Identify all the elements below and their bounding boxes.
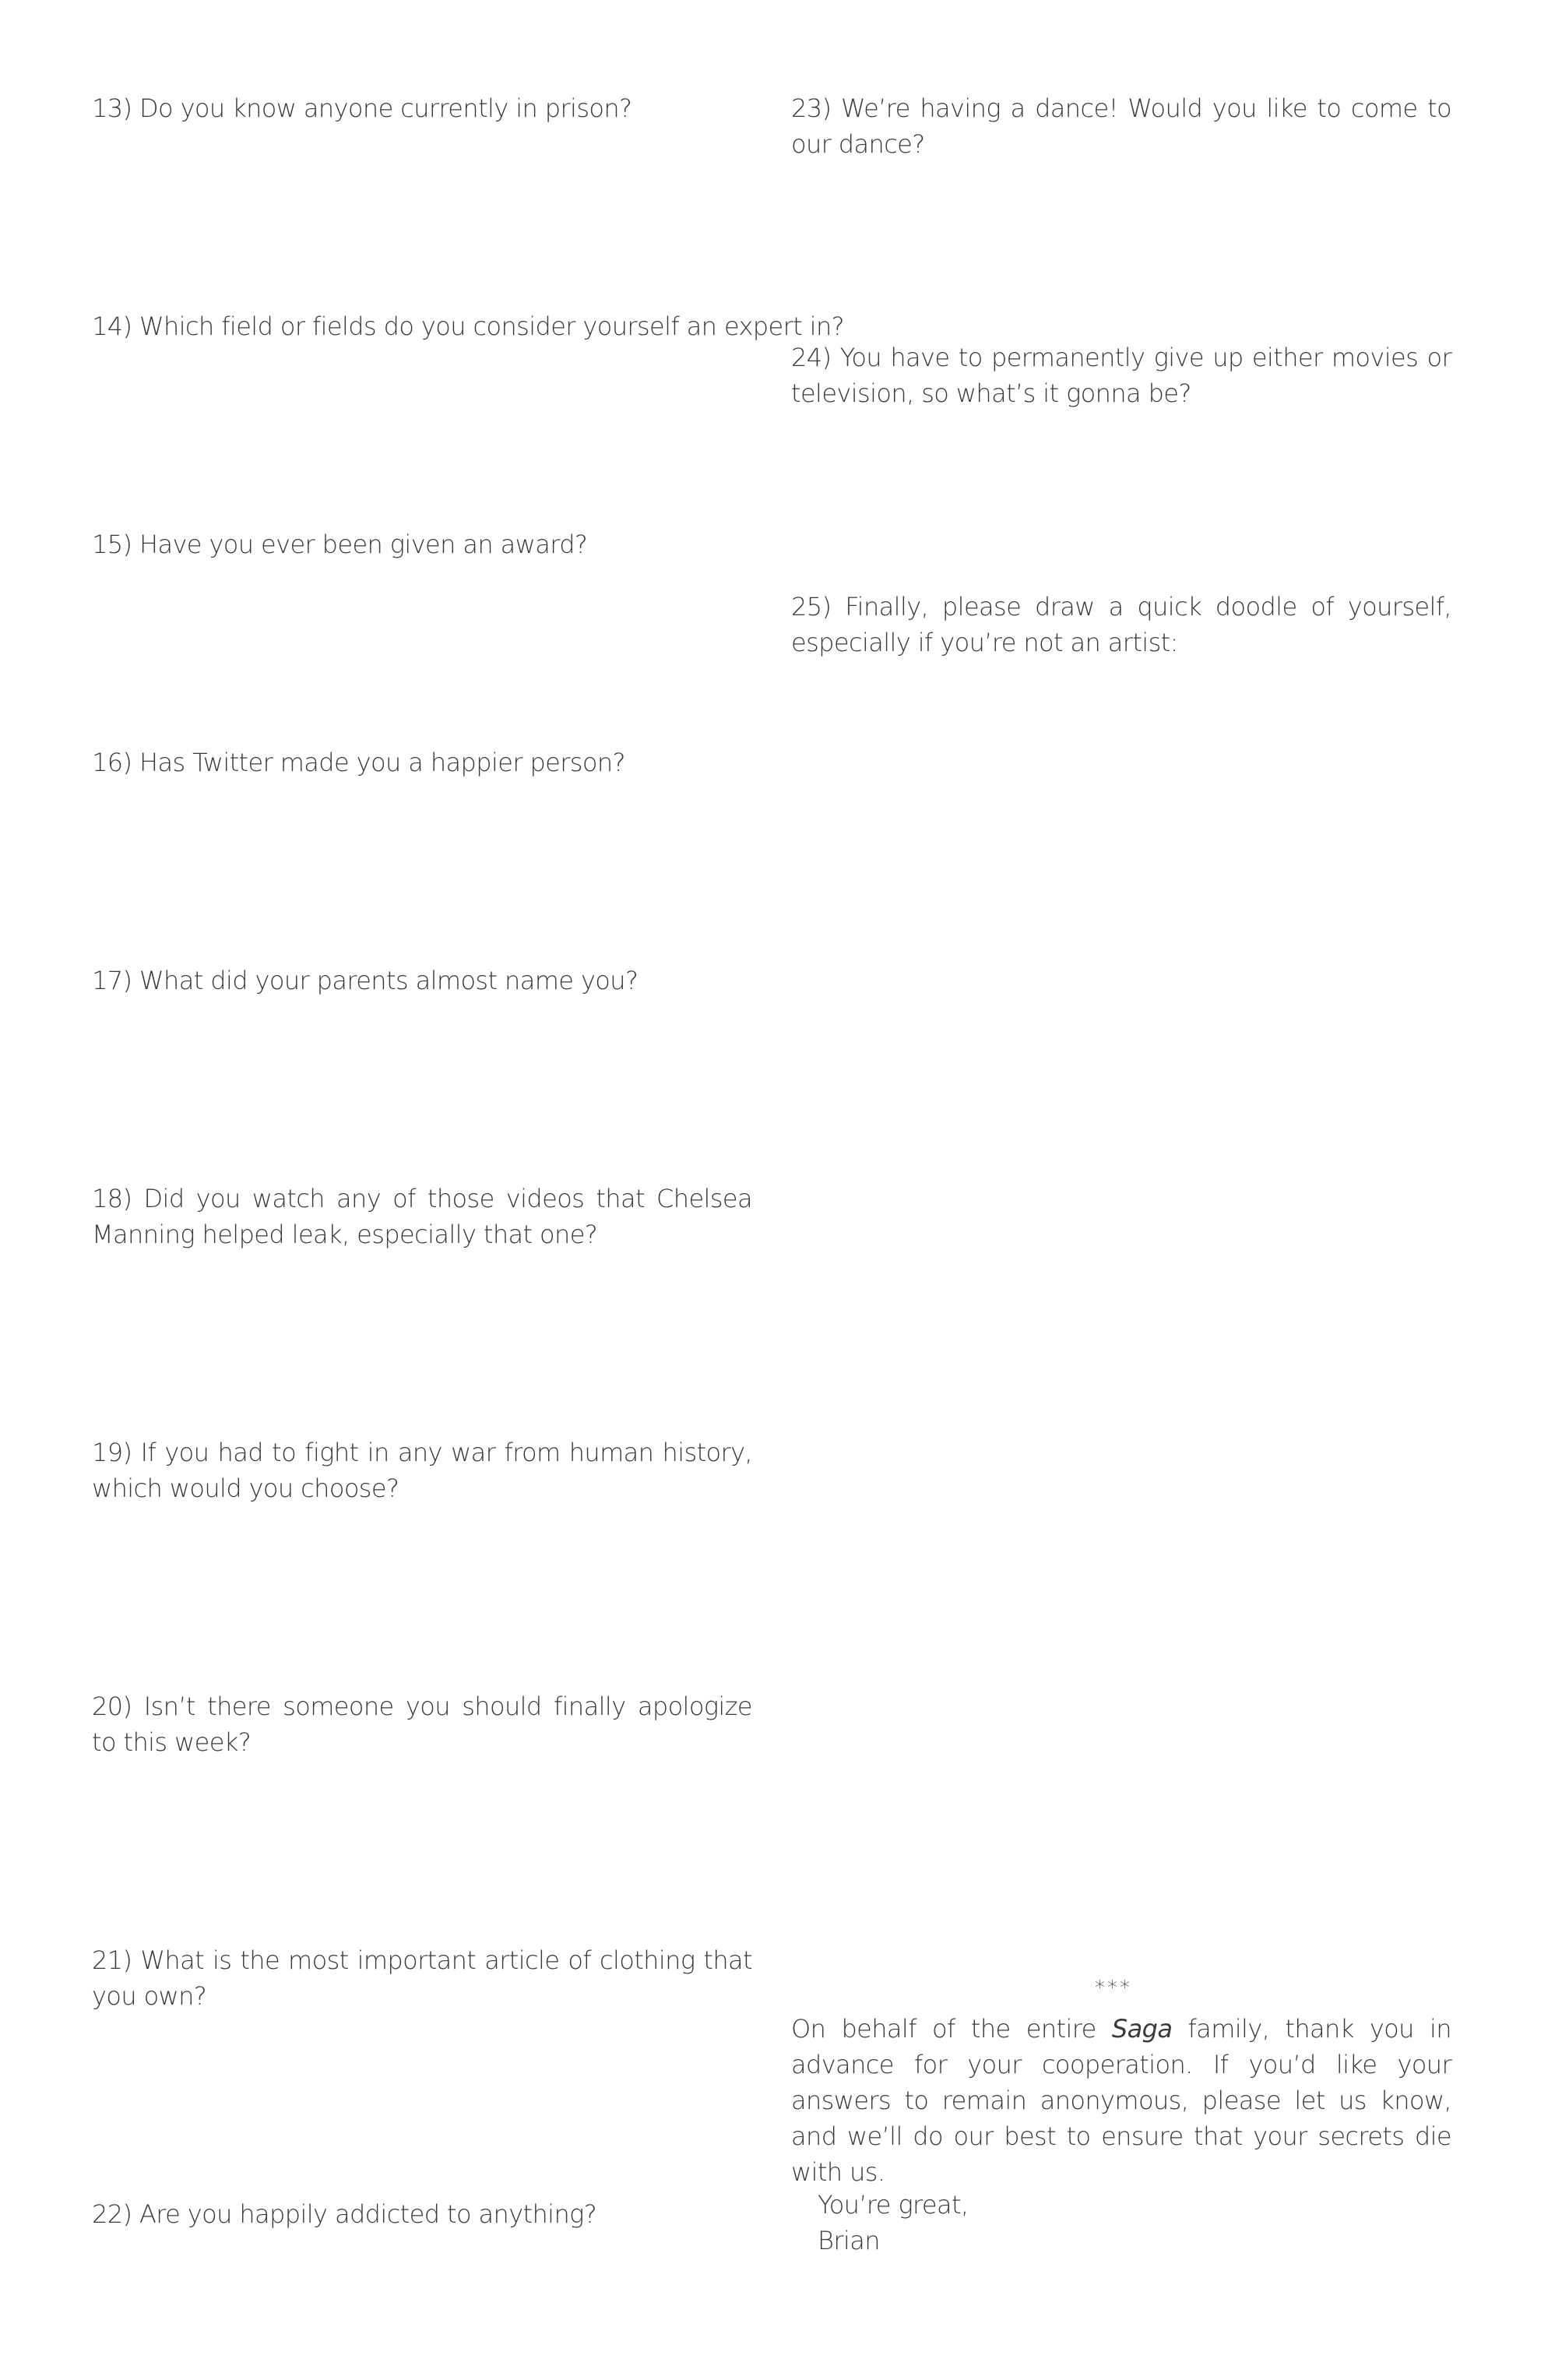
question-17	[92, 963, 752, 998]
question-24	[791, 340, 1451, 411]
question-number: 25)	[791, 592, 832, 621]
question-number: 18)	[92, 1184, 132, 1213]
question-19	[92, 1435, 752, 1506]
closing-text-end: family, thank you in advance for your cooperation. If you’d like your answers to remain anonymous, please let us know, and we’ll do our best to ensure that your secrets die with us.	[791, 2014, 1451, 2187]
question-text: Has Twitter made you a happier person?	[139, 748, 625, 777]
question-number: 24)	[791, 343, 832, 372]
question-number: 23)	[791, 93, 832, 123]
question-number: 17)	[92, 966, 132, 995]
question-22	[92, 2196, 752, 2232]
question-text: What did your parents almost name you?	[139, 966, 639, 995]
question-15	[92, 526, 752, 562]
question-20	[92, 1688, 752, 1760]
signoff-name: Brian	[818, 2226, 880, 2255]
question-number: 22)	[92, 2199, 132, 2229]
question-number: 19)	[92, 1438, 132, 1467]
question-text: Isn’t there someone you should finally apologize to this week?	[92, 1692, 752, 1757]
question-25	[791, 589, 1451, 660]
publication-title: Saga	[1111, 2014, 1173, 2044]
question-16	[92, 745, 752, 780]
question-text: If you had to fight in any war from human history, which would you choose?	[92, 1438, 752, 1503]
signoff-greeting: You’re great,	[818, 2190, 969, 2220]
question-text: What is the most important article of clothing that you own?	[92, 1945, 752, 2011]
question-number: 14)	[92, 312, 132, 341]
question-number: 16)	[92, 748, 132, 777]
question-text: Have you ever been given an award?	[139, 530, 588, 559]
question-text: Finally, please draw a quick doodle of yourself, especially if you’re not an artist:	[791, 592, 1452, 657]
question-number: 21)	[92, 1945, 132, 1975]
question-14	[92, 308, 845, 344]
question-number: 13)	[92, 93, 132, 123]
closing-text-start: On behalf of the entire	[791, 2014, 1096, 2044]
question-text: You have to permanently give up either movies or television, so what’s it gonna be?	[791, 343, 1452, 408]
question-23	[791, 90, 1451, 162]
closing-paragraph	[791, 2011, 1451, 2190]
question-text: Did you watch any of those videos that Chelsea Manning helped leak, especially that one?	[92, 1184, 753, 1249]
question-21	[92, 1942, 752, 2014]
question-number: 20)	[92, 1692, 132, 1721]
section-separator: ***	[1095, 1977, 1132, 2000]
question-text: We’re having a dance! Would you like to come to our dance?	[791, 93, 1451, 159]
question-text: Which field or fields do you consider yourself an expert in?	[139, 312, 845, 341]
question-18	[92, 1181, 752, 1252]
question-13	[92, 90, 752, 126]
question-text: Do you know anyone currently in prison?	[139, 93, 632, 123]
question-number: 15)	[92, 530, 132, 559]
question-text: Are you happily addicted to anything?	[139, 2199, 597, 2229]
